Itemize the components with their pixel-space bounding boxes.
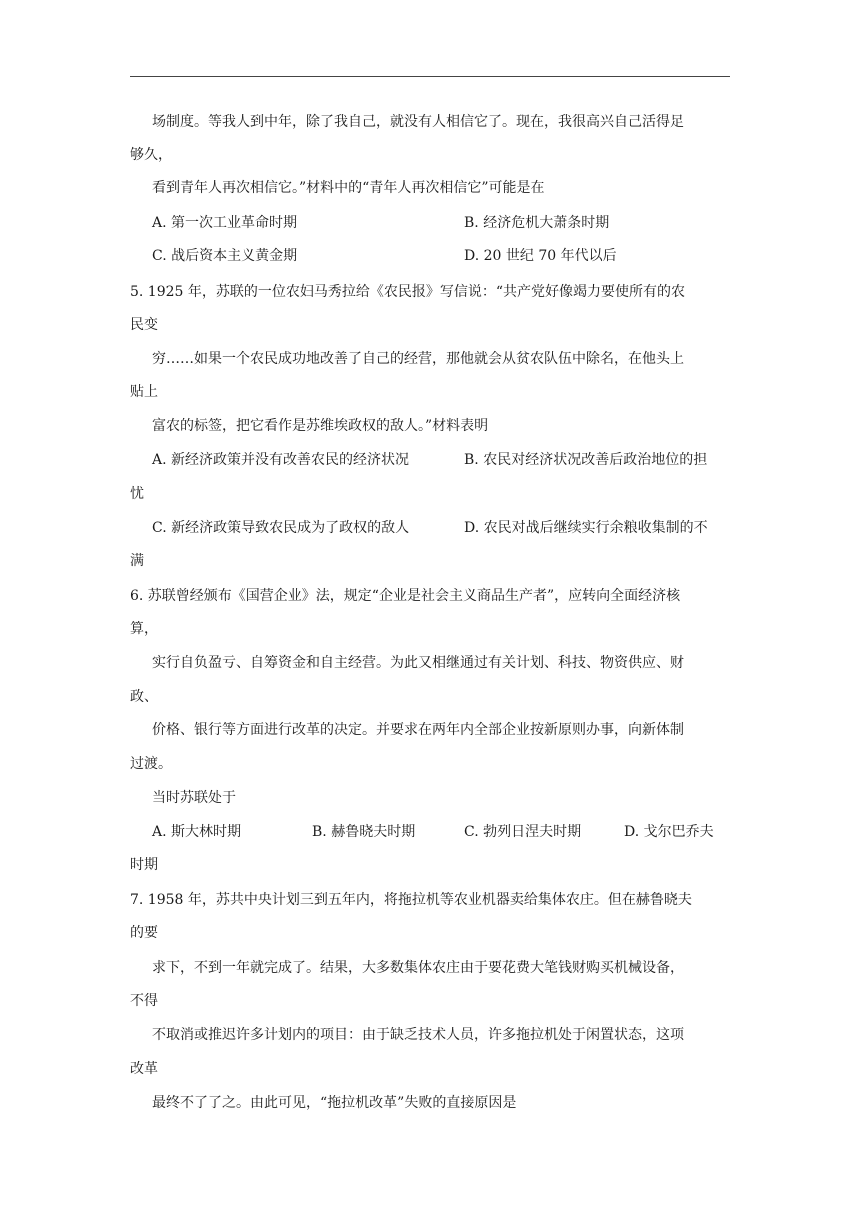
q7-stem-line-1: 7. 1958 年，苏共中央计划三到五年内，将拖拉机等农业机器卖给集体农庄。但在赫鲁晓夫 xyxy=(130,892,692,908)
q4-option-b: B. 经济危机大萧条时期 xyxy=(464,215,610,231)
q4-text-line-1: 场制度。等我人到中年，除了我自己，就没有人相信它了。现在，我很高兴自己活得足 xyxy=(152,114,684,130)
q7-stem-line-6: 改革 xyxy=(130,1061,158,1077)
q7-stem-line-7: 最终不了了之。由此可见，“拖拉机改革”失败的直接原因是 xyxy=(152,1095,517,1111)
q6-stem-line-3: 实行自负盈亏、自筹资金和自主经营。为此又相继通过有关计划、科技、物资供应、财 xyxy=(152,655,684,671)
q5-stem-line-5: 富农的标签，把它看作是苏维埃政权的敌人。”材料表明 xyxy=(152,418,489,434)
q5-option-d-wrap: 满 xyxy=(130,553,144,569)
q6-option-d-wrap: 时期 xyxy=(130,857,158,873)
q7-stem-line-3: 求下，不到一年就完成了。结果，大多数集体农庄由于要花费大笔钱财购买机械设备， xyxy=(152,960,684,976)
q6-stem-line-1: 6. 苏联曾经颁布《国营企业》法，规定“企业是社会主义商品生产者”，应转向全面经济核 xyxy=(130,588,681,604)
q5-stem-line-1: 5. 1925 年，苏联的一位农妇马秀拉给《农民报》写信说：“共产党好像竭力要使所有的农 xyxy=(130,284,686,300)
q4-option-a: A. 第一次工业革命时期 xyxy=(152,215,298,231)
q5-option-c: C. 新经济政策导致农民成为了政权的敌人 xyxy=(152,520,410,536)
q5-option-b-wrap: 忧 xyxy=(130,486,144,502)
q4-text-line-2: 够久， xyxy=(130,147,172,163)
header-rule xyxy=(130,76,730,77)
q5-option-a: A. 新经济政策并没有改善农民的经济状况 xyxy=(152,452,410,468)
q6-stem-line-5: 价格、银行等方面进行改革的决定。并要求在两年内全部企业按新原则办事，向新体制 xyxy=(152,722,684,738)
q6-stem-line-7: 当时苏联处于 xyxy=(152,790,236,806)
q6-stem-line-2: 算， xyxy=(130,621,158,637)
q4-text-line-3: 看到青年人再次相信它。”材料中的“青年人再次相信它”可能是在 xyxy=(152,180,545,196)
q5-stem-line-3: 穷……如果一个农民成功地改善了自己的经营，那他就会从贫农队伍中除名，在他头上 xyxy=(152,351,684,367)
q6-option-c: C. 勃列日涅夫时期 xyxy=(464,824,582,840)
q6-option-a: A. 斯大林时期 xyxy=(152,824,242,840)
q6-option-d: D. 戈尔巴乔夫 xyxy=(624,824,714,840)
q6-option-b: B. 赫鲁晓夫时期 xyxy=(312,824,416,840)
q5-option-d: D. 农民对战后继续实行余粮收集制的不 xyxy=(464,520,708,536)
q7-stem-line-5: 不取消或推迟许多计划内的项目：由于缺乏技术人员，许多拖拉机处于闲置状态，这项 xyxy=(152,1027,684,1043)
q6-stem-line-4: 政、 xyxy=(130,689,158,705)
q4-option-c: C. 战后资本主义黄金期 xyxy=(152,248,298,264)
q5-option-b: B. 农民对经济状况改善后政治地位的担 xyxy=(464,452,708,468)
q7-stem-line-2: 的要 xyxy=(130,925,158,941)
q5-stem-line-2: 民变 xyxy=(130,317,158,333)
q5-stem-line-4: 贴上 xyxy=(130,384,158,400)
q7-stem-line-4: 不得 xyxy=(130,993,158,1009)
q4-option-d: D. 20 世纪 70 年代以后 xyxy=(464,248,617,264)
q6-stem-line-6: 过渡。 xyxy=(130,756,172,772)
